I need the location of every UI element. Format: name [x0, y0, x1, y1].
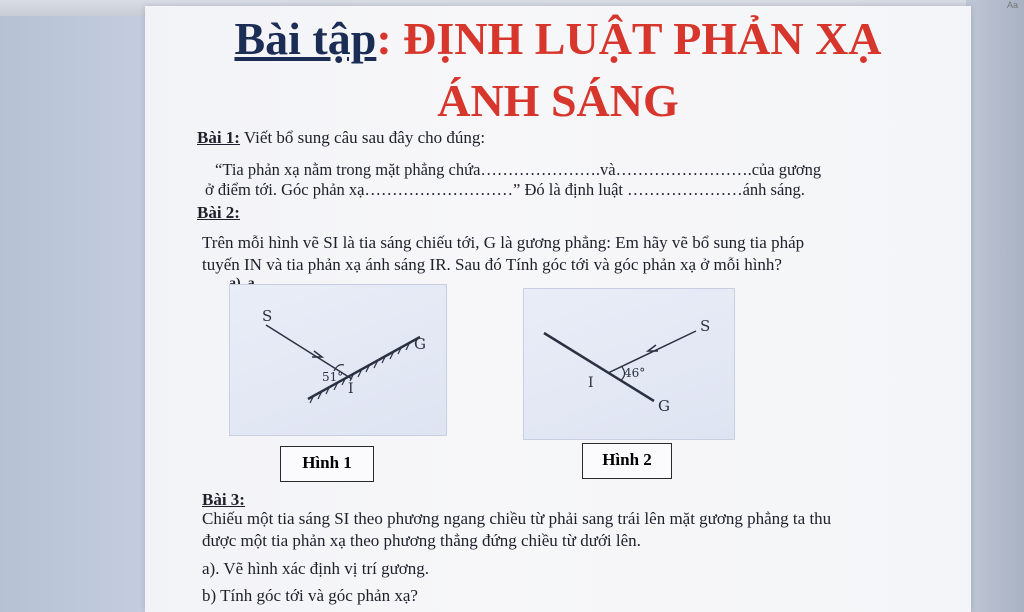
bai3-item-a: a). Vẽ hình xác định vị trí gương. [202, 559, 430, 578]
bai1-heading [197, 128, 485, 148]
bai2-label: Bài 2: [197, 203, 240, 222]
fig2-label-s: S [700, 317, 711, 335]
bai3-label: Bài 3: [202, 490, 245, 509]
bai3-line1: Chiếu một tia sáng SI theo phương ngang chiều từ phải sang trái lên mặt gương phẳng ta thu [202, 509, 832, 528]
figure-2 [523, 288, 735, 440]
figure-1 [229, 284, 447, 436]
bai1-label: Bài 1: [197, 128, 240, 147]
title-main-line1: ĐỊNH LUẬT PHẢN XẠ [391, 13, 882, 64]
mirror-g-line [308, 337, 420, 399]
bai1-line1: “Tia phản xạ nằm trong mặt phẳng chứa………………….và…………………….của gương [215, 160, 822, 179]
figure-2-caption: Hình 2 [582, 443, 672, 479]
figure-1-caption: Hình 1 [280, 446, 374, 482]
bai3-line2: được một tia phản xạ theo phương thẳng đứng chiều từ dưới lên. [202, 531, 641, 550]
fig2-label-i: I [588, 375, 594, 391]
bai1-instruction: Viết bổ sung câu sau đây cho đúng: [239, 128, 486, 147]
corner-toolbar-text: Aa [1006, 0, 1018, 10]
fig1-label-i: I [348, 381, 354, 397]
bai2-line1: Trên mỗi hình vẽ SI là tia sáng chiếu tới, G là gương phẳng: Em hãy vẽ bổ sung tia pháp [202, 233, 805, 252]
fig2-label-g: G [658, 397, 670, 415]
title-main-line2: ÁNH SÁNG [437, 75, 679, 126]
fig1-label-s: S [262, 307, 273, 325]
figure-2-drawing [524, 289, 734, 439]
title-colon: : [376, 13, 392, 64]
incident-ray-si [608, 331, 696, 373]
screen-bezel-right [966, 0, 1024, 612]
figure-1-drawing [230, 285, 446, 435]
document-page [145, 6, 971, 612]
page-title [145, 13, 971, 64]
fig1-angle: 51° [322, 370, 344, 384]
bai3-item-b: b) Tính góc tới và góc phản xạ? [202, 586, 418, 605]
fig2-angle: 46° [624, 366, 646, 380]
bai1-line2: ở điểm tới. Góc phản xạ………………………” Đó là định luật …………………ánh sáng. [205, 180, 805, 199]
fig1-label-g: G [414, 335, 426, 353]
title-prefix: Bài tập [234, 13, 377, 64]
bai2-line2: tuyến IN và tia phản xạ ánh sáng IR. Sau đó Tính góc tới và góc phản xạ ở mỗi hình? [202, 255, 782, 274]
